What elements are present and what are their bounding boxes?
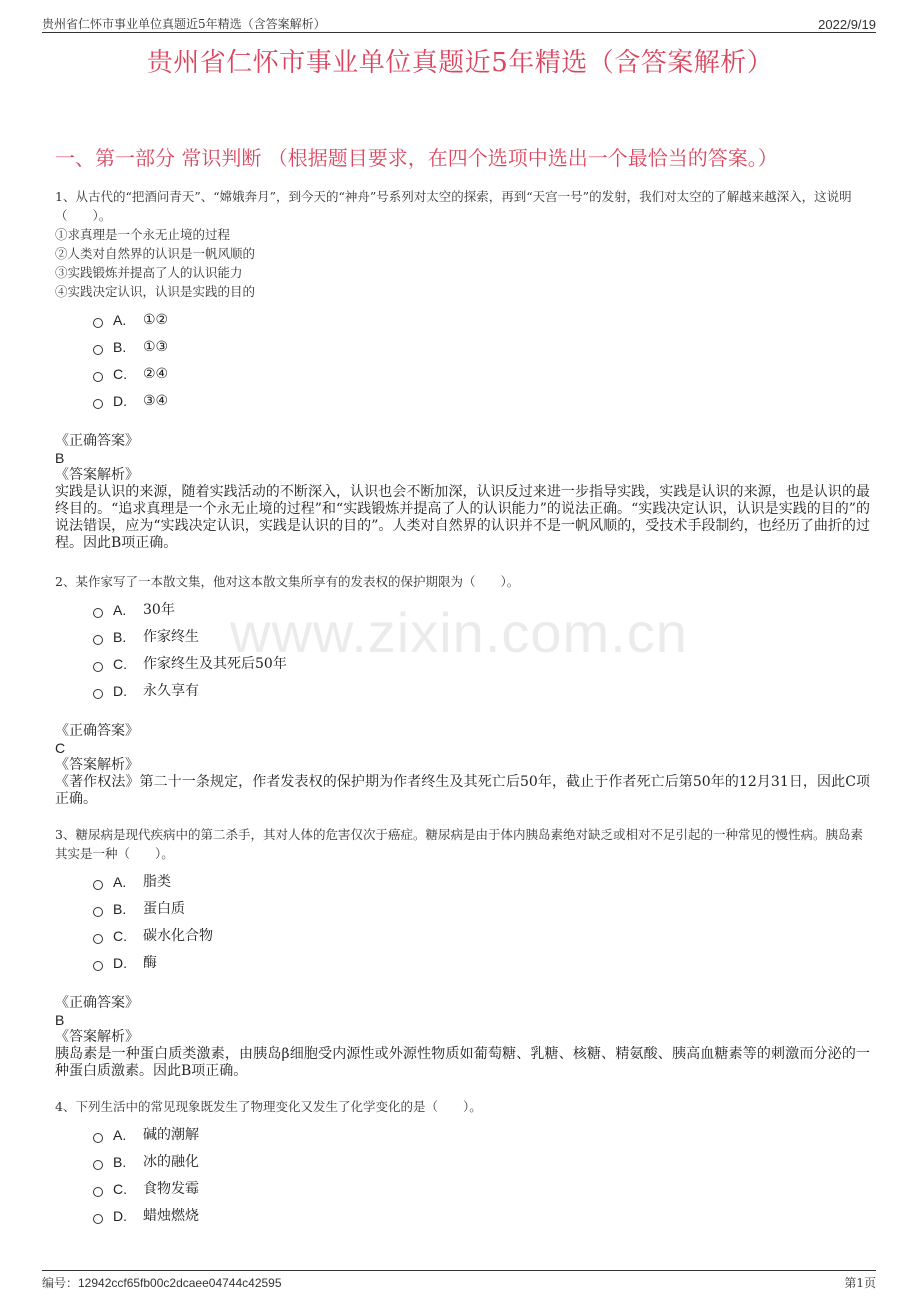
statement-1: ①求真理是一个永无止境的过程: [55, 227, 231, 242]
answer-block: [55, 995, 870, 1080]
option-d[interactable]: [93, 950, 870, 977]
option-letter: B.: [113, 1154, 127, 1170]
answer-value: B: [55, 1012, 65, 1028]
radio-icon[interactable]: [93, 635, 103, 645]
option-text: 作家终生及其死后50年: [143, 656, 287, 672]
radio-icon[interactable]: [93, 345, 103, 355]
radio-icon[interactable]: [93, 399, 103, 409]
answer-value: B: [55, 450, 65, 466]
option-letter: C.: [113, 366, 127, 382]
header-doc-name: 贵州省仁怀市事业单位真题近5年精选（含答案解析）: [42, 17, 326, 31]
answer-value: C: [55, 740, 66, 756]
option-letter: A.: [113, 1127, 127, 1143]
option-b[interactable]: [93, 624, 870, 651]
options-list: [93, 1122, 870, 1230]
option-letter: A.: [113, 874, 127, 890]
options-list: [93, 597, 870, 705]
explanation-label: 《答案解析》: [55, 757, 139, 773]
option-text: 食物发霉: [143, 1181, 199, 1197]
question-stem: 1、从古代的“把酒问青天”、“嫦娥奔月”，到今天的“神舟”号系列对太空的探索，再到“天宫一号”的发射，我们对太空的了解越来越深入，这说明（ ）。: [55, 189, 852, 223]
option-text: ①③: [143, 339, 169, 355]
option-a[interactable]: [93, 869, 870, 896]
radio-icon[interactable]: [93, 880, 103, 890]
page-footer: [42, 1270, 876, 1291]
radio-icon[interactable]: [93, 1133, 103, 1143]
statement-3: ③实践锻炼并提高了人的认识能力: [55, 265, 243, 280]
option-b[interactable]: [93, 1149, 870, 1176]
radio-icon[interactable]: [93, 608, 103, 618]
option-c[interactable]: [93, 923, 870, 950]
option-text: ①②: [143, 312, 169, 328]
option-b[interactable]: [93, 896, 870, 923]
option-text: 蛋白质: [143, 901, 185, 917]
option-c[interactable]: [93, 1176, 870, 1203]
radio-icon[interactable]: [93, 689, 103, 699]
option-c[interactable]: [93, 361, 870, 388]
option-a[interactable]: [93, 1122, 870, 1149]
answer-label: 《正确答案》: [55, 995, 139, 1011]
radio-icon[interactable]: [93, 907, 103, 917]
option-c[interactable]: [93, 651, 870, 678]
explanation-label: 《答案解析》: [55, 467, 139, 483]
option-text: 脂类: [143, 874, 171, 890]
option-text: 酶: [143, 955, 157, 971]
option-text: 碱的潮解: [143, 1127, 199, 1143]
page-header: [42, 12, 876, 33]
radio-icon[interactable]: [93, 961, 103, 971]
section-title: 一、第一部分 常识判断 （根据题目要求，在四个选项中选出一个最恰当的答案。）: [55, 146, 778, 170]
statement-2: ②人类对自然界的认识是一帆风顺的: [55, 246, 256, 261]
document-code: 编号：12942ccf65fb00c2dcaee04744c42595: [42, 1276, 282, 1290]
option-b[interactable]: [93, 334, 870, 361]
option-letter: D.: [113, 393, 127, 409]
radio-icon[interactable]: [93, 934, 103, 944]
radio-icon[interactable]: [93, 1214, 103, 1224]
option-a[interactable]: [93, 307, 870, 334]
question-2: [55, 572, 870, 808]
option-text: 30年: [143, 602, 175, 618]
question-3: [55, 825, 870, 1080]
option-d[interactable]: [93, 1203, 870, 1230]
option-text: ③④: [143, 393, 169, 409]
question-4: [55, 1097, 870, 1230]
explanation-text: 胰岛素是一种蛋白质类激素，由胰岛β细胞受内源性或外源性物质如葡萄糖、乳糖、核糖、精氨酸、胰高血糖素等的刺激而分泌的一种蛋白质激素。因此B项正确。: [55, 1046, 870, 1079]
option-letter: A.: [113, 602, 127, 618]
question-stem: 2、某作家写了一本散文集，他对这本散文集所享有的发表权的保护期限为（ ）。: [55, 574, 520, 589]
question-1: [55, 187, 870, 552]
option-text: 蜡烛燃烧: [143, 1208, 199, 1224]
answer-block: [55, 723, 870, 808]
option-a[interactable]: [93, 597, 870, 624]
question-stem: 4、下列生活中的常见现象既发生了物理变化又发生了化学变化的是（ ）。: [55, 1099, 482, 1114]
option-letter: D.: [113, 955, 127, 971]
header-date: 2022/9/19: [818, 17, 876, 32]
answer-label: 《正确答案》: [55, 723, 139, 739]
answer-label: 《正确答案》: [55, 433, 139, 449]
option-letter: A.: [113, 312, 127, 328]
option-letter: C.: [113, 656, 127, 672]
options-list: [93, 307, 870, 415]
radio-icon[interactable]: [93, 318, 103, 328]
radio-icon[interactable]: [93, 372, 103, 382]
option-letter: C.: [113, 1181, 127, 1197]
option-letter: D.: [113, 683, 127, 699]
statement-4: ④实践决定认识，认识是实践的目的: [55, 284, 256, 299]
explanation-label: 《答案解析》: [55, 1029, 139, 1045]
option-d[interactable]: [93, 388, 870, 415]
radio-icon[interactable]: [93, 1187, 103, 1197]
options-list: [93, 869, 870, 977]
option-text: 作家终生: [143, 629, 199, 645]
option-text: ②④: [143, 366, 169, 382]
document-title: 贵州省仁怀市事业单位真题近5年精选（含答案解析）: [146, 48, 774, 78]
option-letter: B.: [113, 339, 127, 355]
option-letter: D.: [113, 1208, 127, 1224]
option-d[interactable]: [93, 678, 870, 705]
explanation-text: 实践是认识的来源，随着实践活动的不断深入，认识也会不断加深，认识反过来进一步指导实践，实践是认识的来源，也是认识的最终目的。“追求真理是一个永无止境的过程”和“实践锻炼并提高了人的认识能力”的说法正确。“实践决定认识，认识是实践的目的”的说法错误，应为“实践决定认识，实践是认识的目的”。人类对自然界的认识并不是一帆风顺的，受技术手段制约，也经历了曲折的过程。因此B项正确。: [55, 484, 870, 551]
explanation-text: 《著作权法》第二十一条规定，作者发表权的保护期为作者终生及其死亡后50年，截止于作者死亡后第50年的12月31日，因此C项正确。: [55, 774, 870, 807]
option-text: 永久享有: [143, 683, 199, 699]
option-text: 碳水化合物: [143, 928, 213, 944]
page-number: 第1页: [844, 1276, 876, 1290]
option-letter: B.: [113, 629, 127, 645]
radio-icon[interactable]: [93, 1160, 103, 1170]
watermark: www.zixin.com.cn: [230, 601, 688, 664]
question-stem: 3、糖尿病是现代疾病中的第二杀手，其对人体的危害仅次于癌症。糖尿病是由于体内胰岛素绝对缺乏或相对不足引起的一种常见的慢性病。胰岛素其实是一种（ ）。: [55, 827, 863, 861]
radio-icon[interactable]: [93, 662, 103, 672]
answer-block: [55, 433, 870, 552]
option-text: 冰的融化: [143, 1154, 199, 1170]
option-letter: C.: [113, 928, 127, 944]
option-letter: B.: [113, 901, 127, 917]
